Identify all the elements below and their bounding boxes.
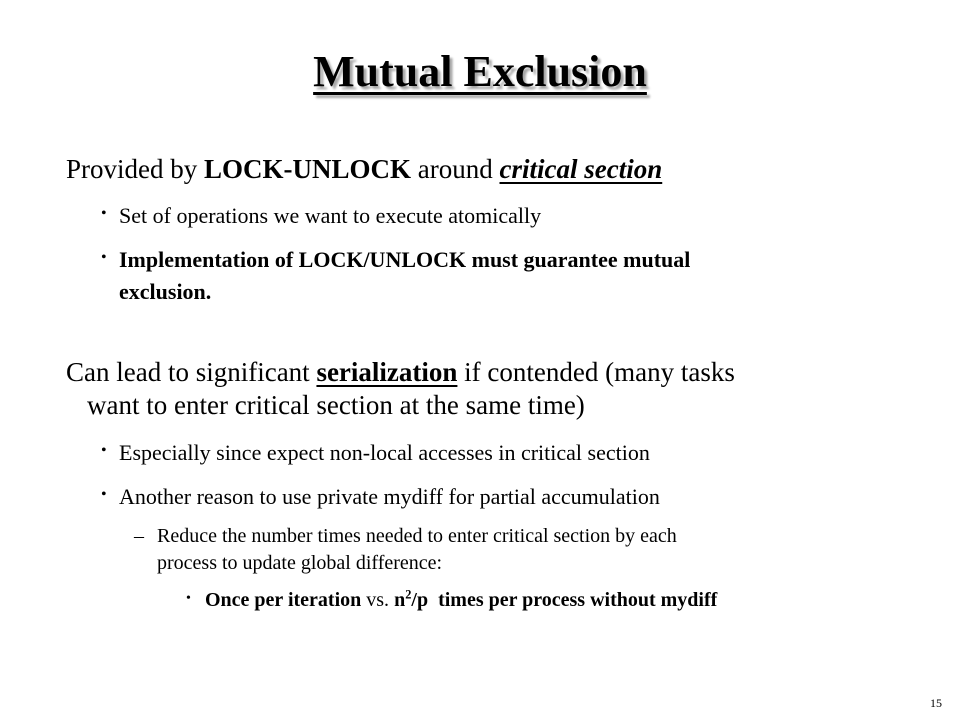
paragraph-text: Provided by [66, 154, 204, 184]
bullet-item-continuation: exclusion. [119, 279, 212, 304]
paragraph-serialization [66, 357, 735, 388]
critical-section-term: critical section [499, 154, 663, 184]
paragraph-text: if contended (many tasks [457, 357, 735, 387]
lock-unlock-keyword: LOCK-UNLOCK [204, 154, 412, 184]
n-variable: n [394, 589, 406, 611]
versus-text: vs. [361, 589, 395, 611]
dash-item-continuation: process to update global difference: [157, 552, 443, 574]
times-per-process-text: /p times per process without mydiff [411, 589, 718, 611]
bullet-marker: • [101, 205, 107, 222]
exponent: 2 [405, 587, 412, 602]
dash-marker: – [134, 525, 144, 547]
dash-item: Reduce the number times needed to enter critical section by each [157, 525, 677, 547]
paragraph-lock-unlock [66, 154, 662, 185]
paragraph-text: around [411, 154, 500, 184]
bullet-item: Especially since expect non-local accesses in critical section [119, 440, 650, 465]
bullet-item: Another reason to use private mydiff for partial accumulation [119, 484, 660, 509]
bullet-marker: • [101, 249, 107, 266]
once-per-iteration-text: Once per iteration [205, 589, 362, 611]
slide-title: Mutual Exclusion [313, 47, 647, 96]
bullet-marker: • [101, 442, 107, 459]
page-number: 15 [930, 696, 942, 710]
bullet-item: Set of operations we want to execute atomically [119, 203, 542, 228]
paragraph-text: Can lead to significant [66, 357, 317, 387]
paragraph-continuation: want to enter critical section at the same time) [87, 390, 585, 420]
sub-bullet-item [205, 589, 717, 612]
serialization-term: serialization [316, 357, 458, 387]
bullet-marker: • [101, 486, 107, 503]
bullet-item: Implementation of LOCK/UNLOCK must guarantee mutual [119, 247, 691, 272]
bullet-marker: • [186, 591, 191, 606]
